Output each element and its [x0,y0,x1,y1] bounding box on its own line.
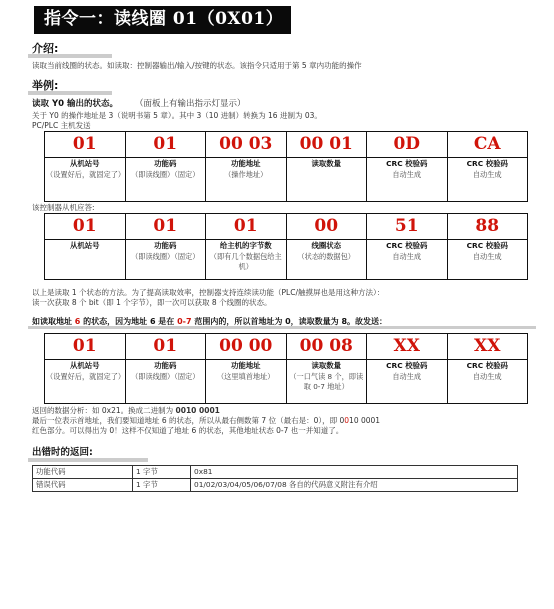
analysis-text: 10 0001 [349,416,381,426]
send-title: 读取数量 [311,158,342,168]
send-value: 00 01 [286,131,367,157]
reply-desc [367,239,448,279]
reply-frame-table [44,213,528,280]
analysis-line-1 [28,406,544,416]
read8-note: （设置好后，就固定了） [46,371,126,381]
read8-title: 功能地址 [230,361,261,371]
heading-underline [28,458,148,462]
example-lead-bold: 读取 Y0 输出的状态。 [32,99,118,110]
read-rule-highlight: 6 [74,317,81,327]
intro-heading-label: 介绍: [32,41,59,55]
error-cell: 1 字节 [133,465,191,478]
intro-text: 读取当前线圈的状态。如读取：控制器输出/输入/按键的状态。该指令只适用于第 5 章内功能的操作 [32,60,362,70]
send-note: （即读线圈）（固定） [131,169,200,179]
send-title: 从机站号 [69,158,100,168]
send-desc [125,157,206,201]
send-desc [367,157,448,201]
send-desc [286,157,367,201]
error-cell: 功能代码 [33,465,133,478]
error-cell: 01/02/03/04/05/06/07/08 各自的代码意义附注有介绍 [191,478,518,491]
example-heading [28,79,544,95]
send-value: CA [447,131,528,157]
page-title: 指令一：读线圈 01（0X01） [34,6,291,34]
read8-value: 01 [45,334,126,360]
read8-desc [45,360,126,404]
read8-desc [125,360,206,404]
read8-title: CRC 校验码 [466,361,508,371]
send-frame-desc-row [45,157,528,201]
reply-desc [286,239,367,279]
read8-value: XX [367,334,448,360]
send-note: 自动生成 [472,169,502,179]
read-rule-part: 范围内的，所以首地址为 0，读取数量为 8。故发送： [191,317,388,327]
reply-note: （即读线圈）（固定） [131,251,200,261]
reply-value: 01 [45,213,126,239]
read8-value: 00 00 [206,334,287,360]
method-text-2: 读一次获取 8 个 bit（即 1 个字节），即一次可以获取 8 个线圈的状态。 [32,298,272,308]
send-title: 功能码 [154,158,177,168]
read8-title: CRC 校验码 [386,361,428,371]
error-row [33,465,518,478]
read8-value: XX [447,334,528,360]
error-cell: 0x81 [191,465,518,478]
read8-note: 自动生成 [472,371,502,381]
error-cell: 1 字节 [133,478,191,491]
analysis-text: 最后一位表示首地址，我们要知道地址 6 的状态，所以从最右侧数第 7 位（最右是：0），即 0 [32,416,345,426]
reply-desc [206,239,287,279]
read-rule-highlight: 0-7 [177,317,192,327]
read8-note: （这里填首地址） [216,371,275,381]
read-rule-part: 的状态，因为地址 6 是在 [80,317,178,327]
send-frame-values-row [45,131,528,157]
reply-title: 从机站号 [69,240,100,250]
send-title: 功能地址 [230,158,261,168]
send-desc [206,157,287,201]
example-line-2: PC/PLC 主机发送 [32,120,91,130]
read8-note: （即读线圈）（固定） [131,371,200,381]
read8-frame-values-row [45,334,528,360]
reply-title: CRC 校验码 [466,240,508,250]
reply-desc [45,239,126,279]
reply-title: 给主机的字节数 [219,240,272,250]
send-desc [447,157,528,201]
reply-label: 该控制器从机应答: [32,202,95,212]
reply-desc [125,239,206,279]
error-heading-label: 出错时的返回: [32,446,93,458]
reply-value: 88 [447,213,528,239]
reply-note: 自动生成 [392,251,422,261]
send-desc [45,157,126,201]
send-value: 01 [45,131,126,157]
error-row [33,478,518,491]
error-heading [28,447,148,463]
method-text-1: 以上是读取 1 个状态的方法。为了提高读取效率，控制器支持连续读功能（PLC/触摸屏也是用这种方法）： [32,287,385,297]
send-title: CRC 校验码 [386,158,428,168]
example-lead-note: （面板上有输出指示灯显示） [134,99,246,110]
reply-value: 51 [367,213,448,239]
reply-title: 线圈状态 [311,240,342,250]
read8-desc [447,360,528,404]
send-note: （设置好后，就固定了） [46,169,126,179]
rule-underline [28,326,536,329]
error-cell: 错误代码 [33,478,133,491]
reply-value: 01 [206,213,287,239]
read8-desc [206,360,287,404]
read8-value: 01 [125,334,206,360]
read8-desc [367,360,448,404]
read-rule [28,317,544,329]
read8-desc [286,360,367,404]
send-note: （操作地址） [224,169,268,179]
read-rule-text [28,317,387,326]
example-lead [28,99,544,110]
send-note: 自动生成 [392,169,422,179]
reply-title: CRC 校验码 [386,240,428,250]
read8-title: 从机站号 [69,361,100,371]
reply-note: （状态的数据包） [297,251,355,261]
read-rule-part: 如读取地址 [32,317,75,327]
example-heading-label: 举例: [32,79,59,93]
analysis-line-3: 红色部分。可以得出为 0！这样不仅知道了地址 6 的状态，其他地址状态 0-7 也一并知道了。 [32,426,344,436]
analysis-binary: 0010 0001 [175,406,220,416]
analysis-red-bit: 0 [344,416,350,426]
read8-note: （一口气读 8 个，即读取 0-7 地址） [289,371,364,392]
send-frame-table [44,131,528,202]
reply-frame-desc-row [45,239,528,279]
error-table [32,465,518,492]
send-value: 0D [367,131,448,157]
read8-value: 00 08 [286,334,367,360]
read8-title: 功能码 [154,361,177,371]
send-title: CRC 校验码 [466,158,508,168]
reply-value: 00 [286,213,367,239]
send-value: 01 [125,131,206,157]
read8-frame-table [44,333,528,404]
example-line-1: 关于 Y0 的操作地址是 3（说明书第 5 章）。其中 3（10 进制）转换为 16 进制为 03。 [32,110,322,120]
reply-frame-values-row [45,213,528,239]
analysis-text: 返回的数据分析：如 0x21。换成二进制为 [32,406,176,416]
analysis-line-2 [28,416,544,426]
read8-note: 自动生成 [392,371,422,381]
read8-title: 读取数量 [311,361,342,371]
read8-frame-desc-row [45,360,528,404]
reply-note: 自动生成 [472,251,502,261]
reply-note: （即有几个数据包给主机） [209,251,282,272]
send-value: 00 03 [206,131,287,157]
reply-title: 功能码 [154,240,177,250]
reply-desc [447,239,528,279]
intro-heading [28,42,544,58]
reply-value: 01 [125,213,206,239]
